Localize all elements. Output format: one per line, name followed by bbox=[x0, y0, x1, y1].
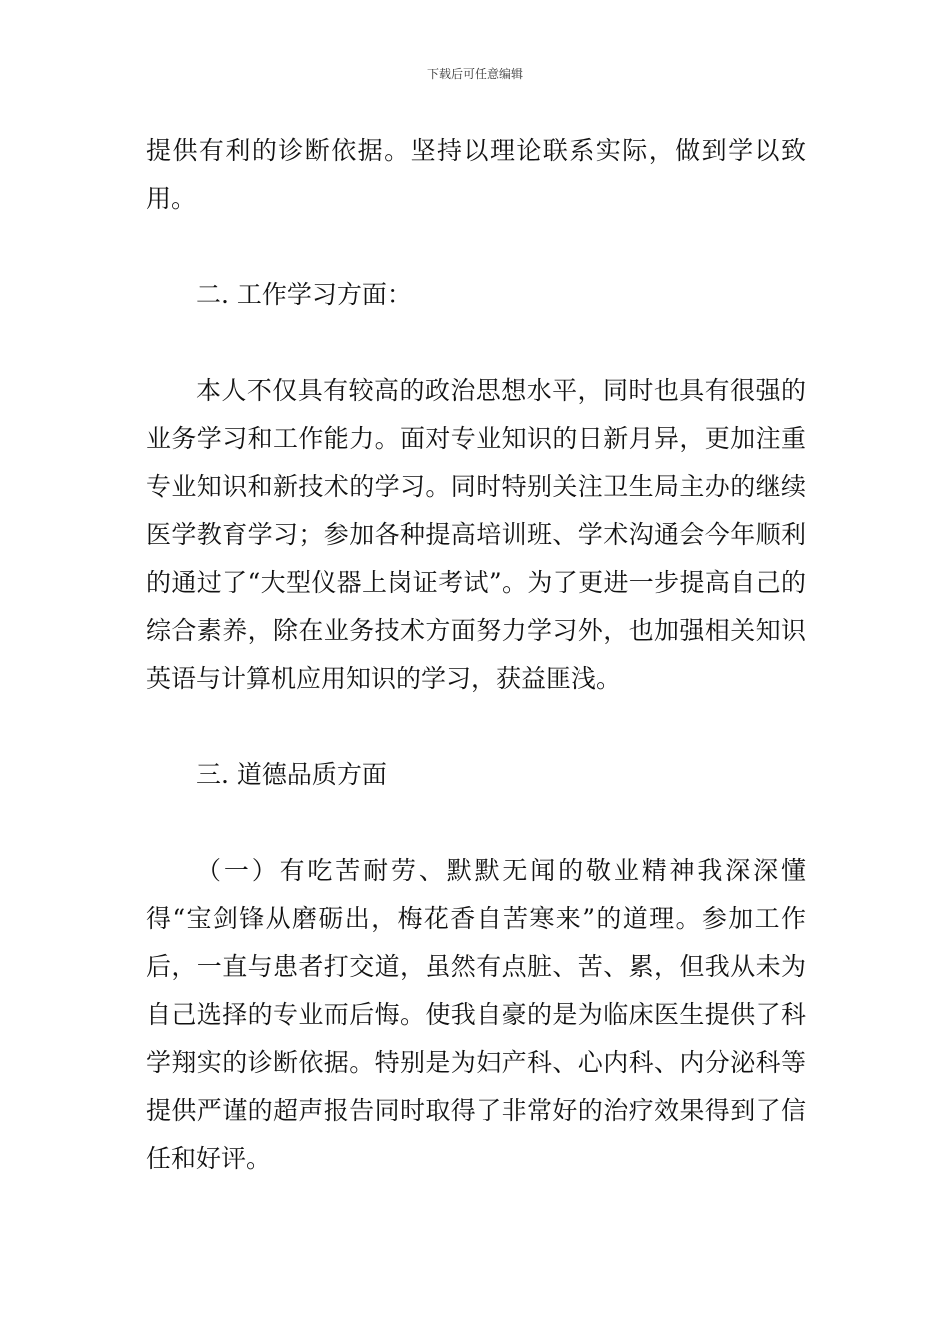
paragraph-gap bbox=[146, 799, 806, 847]
paragraph-gap bbox=[146, 703, 806, 751]
paragraph-continuation: 提供有利的诊断依据。坚持以理论联系实际，做到学以致用。 bbox=[146, 136, 806, 213]
paragraph-gap bbox=[146, 223, 806, 271]
paragraph-gap bbox=[146, 319, 806, 367]
document-body bbox=[146, 127, 806, 1183]
paragraph-work-study: 本人不仅具有较高的政治思想水平，同时也具有很强的业务学习和工作能力。面对专业知识的日新月异，更加注重专业知识和新技术的学习。同时特别关注卫生局主办的继续医学教育学习；参加各种提高培训班、学术沟通会今年顺利的通过了“大型仪器上岗证考试”。为了更进一步提高自己的综合素养，除在业务技术方面努力学习外，也加强相关知识英语与计算机应用知识的学习，获益匪浅。 bbox=[146, 376, 806, 693]
section-heading-work-study: 二. 工作学习方面： bbox=[196, 280, 412, 309]
page-header: 下载后可任意编辑 bbox=[426, 67, 523, 81]
section-heading-moral: 三. 道德品质方面 bbox=[196, 760, 387, 789]
paragraph-moral: （一）有吃苦耐劳、默默无闻的敬业精神我深深懂得“宝剑锋从磨砺出，梅花香自苦寒来”的道理。参加工作后，一直与患者打交道，虽然有点脏、苦、累，但我从未为自己选择的专业而后悔。使我自豪的是为临床医生提供了科学翔实的诊断依据。特别是为妇产科、心内科、内分泌科等提供严谨的超声报告同时取得了非常好的治疗效果得到了信任和好评。 bbox=[146, 856, 806, 1173]
